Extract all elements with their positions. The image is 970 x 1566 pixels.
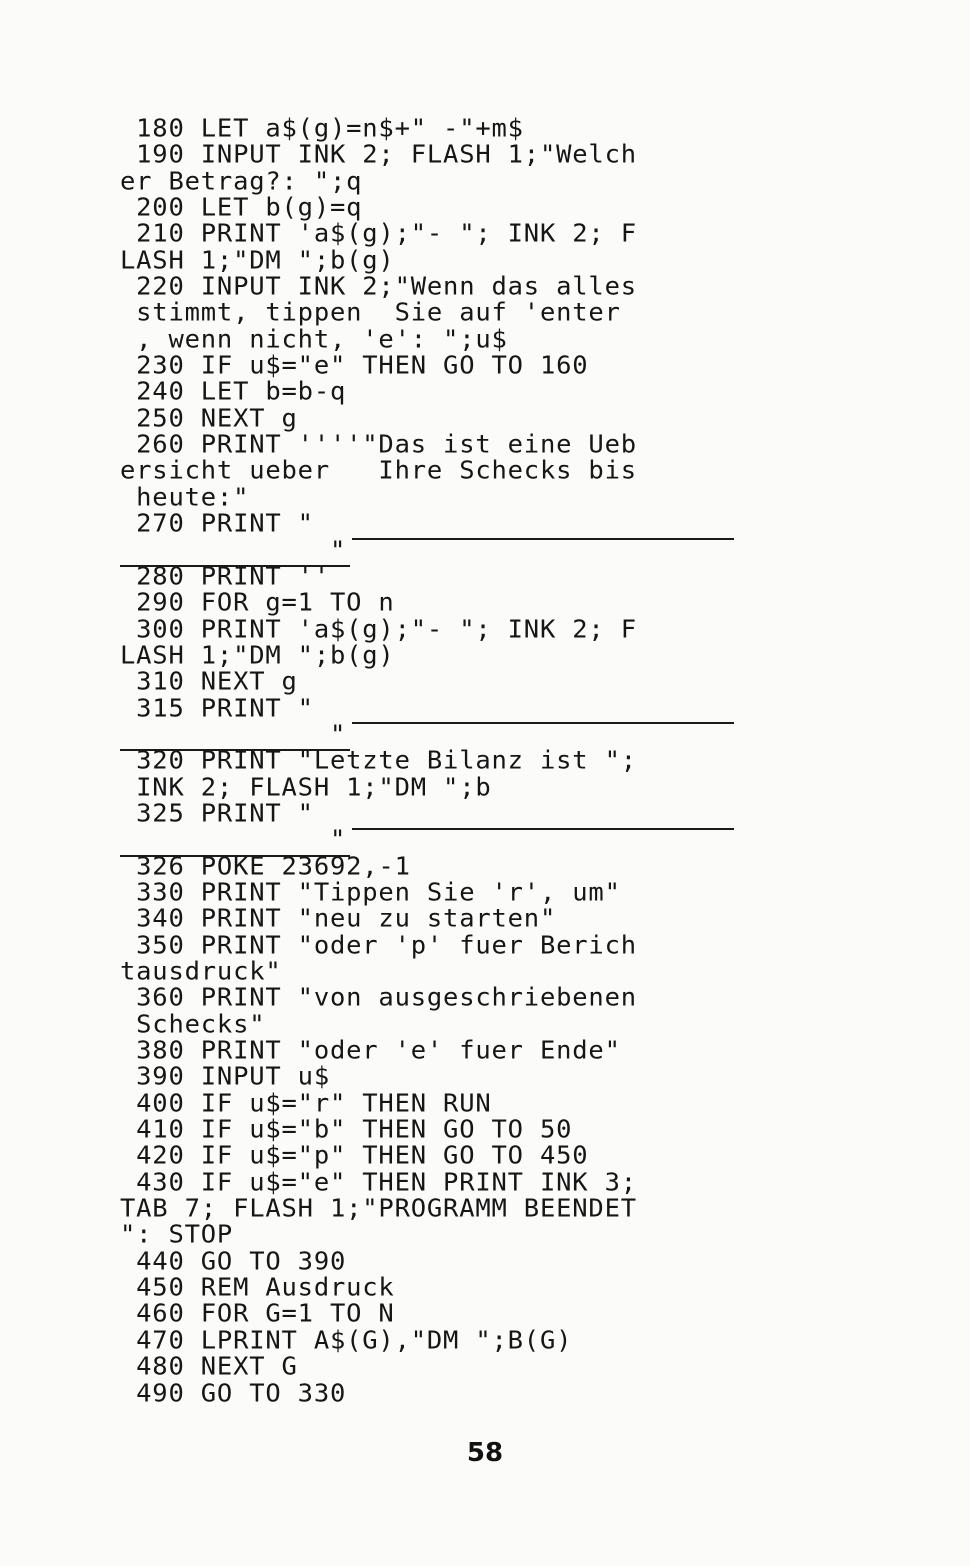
code-line: 290 FOR g=1 TO n (120, 588, 395, 618)
print-underline-rule (352, 538, 734, 540)
code-line: ersicht ueber Ihre Schecks bis (120, 456, 637, 486)
code-line: 490 GO TO 330 (120, 1378, 347, 1408)
code-line: heute:" (120, 482, 250, 512)
code-line: INK 2; FLASH 1;"DM ";b (120, 772, 492, 802)
code-line: stimmt, tippen Sie auf 'enter (120, 298, 621, 328)
code-line: 410 IF u$="b" THEN GO TO 50 (120, 1115, 573, 1145)
print-underline-rule (120, 855, 350, 857)
print-underline-rule (352, 828, 734, 830)
code-line: " (120, 719, 347, 750)
code-line: 400 IF u$="r" THEN RUN (120, 1088, 492, 1118)
print-underline-rule (120, 749, 350, 751)
code-line: 380 PRINT "oder 'e' fuer Ende" (120, 1036, 621, 1066)
code-line: 340 PRINT "neu zu starten" (120, 904, 557, 934)
print-underline-rule (120, 565, 350, 567)
code-line: 190 INPUT INK 2; FLASH 1;"Welch (120, 140, 637, 170)
code-line: Schecks" (120, 1009, 266, 1039)
code-line: 230 IF u$="e" THEN GO TO 160 (120, 351, 589, 381)
code-line: " (120, 535, 347, 565)
code-line: 315 PRINT " (120, 693, 314, 723)
code-line: 220 INPUT INK 2;"Wenn das alles (120, 272, 637, 302)
code-line: 326 POKE 23692,-1 (120, 851, 411, 881)
code-line: 470 LPRINT A$(G),"DM ";B(G) (120, 1325, 573, 1355)
code-line: 320 PRINT "Letzte Bilanz ist "; (120, 746, 637, 776)
code-line: 210 PRINT 'a$(g);"- "; INK 2; F (120, 219, 637, 249)
code-line: LASH 1;"DM ";b(g) (120, 245, 395, 275)
code-line: 180 LET a$(g)=n$+" -"+m$ (120, 114, 524, 144)
code-line: 450 REM Ausdruck (120, 1273, 395, 1303)
basic-code-listing (120, 116, 740, 1407)
code-line: 300 PRINT 'a$(g);"- "; INK 2; F (120, 614, 637, 644)
code-line: LASH 1;"DM ";b(g) (120, 640, 395, 671)
code-line: 430 IF u$="e" THEN PRINT INK 3; (120, 1167, 637, 1197)
code-line: , wenn nicht, 'e': ";u$ (120, 324, 508, 354)
code-line: 440 GO TO 390 (120, 1246, 347, 1276)
code-line: 330 PRINT "Tippen Sie 'r', um" (120, 878, 621, 908)
code-line: 240 LET b=b-q (120, 377, 347, 407)
code-line: " (120, 825, 347, 855)
code-line: TAB 7; FLASH 1;"PROGRAMM BEENDET (120, 1194, 637, 1224)
code-line: 200 LET b(g)=q (120, 193, 363, 223)
code-line: ": STOP (120, 1220, 234, 1250)
code-line: 280 PRINT '' (120, 561, 330, 592)
code-line: er Betrag?: ";q (120, 166, 363, 196)
code-line: 480 NEXT G (120, 1352, 298, 1382)
code-line: 260 PRINT ''''"Das ist eine Ueb (120, 430, 637, 460)
code-line: 460 FOR G=1 TO N (120, 1299, 395, 1329)
code-line: 350 PRINT "oder 'p' fuer Berich (120, 930, 637, 960)
print-underline-rule (352, 722, 734, 724)
page-number: 58 (466, 1438, 504, 1468)
code-line: 310 NEXT g (120, 667, 298, 697)
code-line: 420 IF u$="p" THEN GO TO 450 (120, 1141, 589, 1171)
code-line: 390 INPUT u$ (120, 1062, 330, 1092)
code-line: tausdruck" (120, 957, 282, 987)
code-line: 360 PRINT "von ausgeschriebenen (120, 983, 637, 1013)
code-line: 250 NEXT g (120, 403, 298, 433)
code-line: 270 PRINT " (120, 509, 314, 539)
code-line: 325 PRINT " (120, 798, 314, 829)
